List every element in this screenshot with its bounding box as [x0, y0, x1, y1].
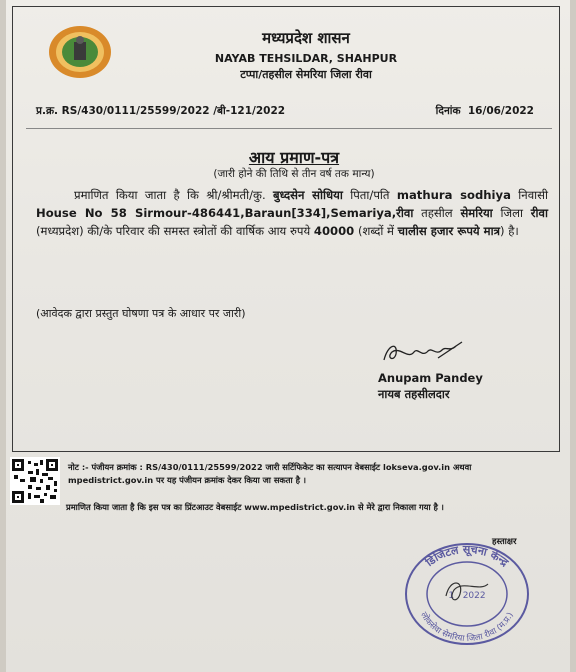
certificate-title: आय प्रमाण-पत्र	[248, 148, 340, 167]
office-name: NAYAB TEHSILDAR, SHAHPUR	[214, 52, 398, 65]
reference-number: प्र.क्र. RS/430/0111/25599/2022 /बी-121/2022	[36, 105, 286, 117]
district-name: रीवा	[530, 206, 548, 220]
signatory-designation: नायब तहसीलदार	[378, 387, 450, 401]
applicant-address: House No 58 Sirmour-486441,Baraun[334],Semariya,रीवा	[36, 206, 414, 220]
date-label: दिनांक	[435, 105, 461, 117]
mp-govt-emblem-icon	[46, 24, 114, 80]
body-text: तहसील	[421, 206, 453, 220]
issue-basis-note: (आवेदक द्वारा प्रस्तुत घोषणा पत्र के आधार पर जारी)	[36, 307, 246, 320]
signatory-block	[378, 370, 483, 402]
validity-note: (जारी होने की तिथि से तीन वर्ष तक मान्य)	[213, 168, 375, 180]
certificate-paper	[6, 0, 570, 672]
income-in-words: चालीस हजार रूपये मात्र	[397, 224, 501, 238]
govt-name: मध्यप्रदेश शासन	[262, 29, 350, 47]
certificate-body	[36, 186, 548, 240]
signatory-name: Anupam Pandey	[378, 371, 483, 385]
body-text: (शब्दों में	[357, 224, 394, 238]
svg-text:डिजिटल सूचना केन्द्र	[422, 543, 512, 570]
stamp-date: 1 . 2022	[448, 591, 486, 601]
official-seal-stamp	[402, 540, 532, 646]
date-value: 16/06/2022	[467, 105, 534, 117]
body-text: पिता/पति	[350, 188, 390, 202]
body-text: निवासी	[518, 188, 549, 202]
tehsil-name: सेमरिया	[460, 206, 493, 220]
body-text: (मध्यप्रदेश) की/के परिवार की समस्त स्त्रोतों की वार्षिक आय रुपये	[36, 224, 311, 238]
letterhead	[156, 28, 456, 82]
body-text: ) है।	[500, 224, 519, 238]
issue-date	[436, 104, 534, 118]
body-text: जिला	[500, 206, 523, 220]
handwritten-signature	[378, 338, 468, 368]
office-location: टप्पा/तहसील सेमरिया जिला रीवा	[240, 68, 372, 81]
body-text: प्रमाणित किया जाता है कि श्री/श्रीमती/कु.	[74, 188, 266, 202]
applicant-name: बुध्दसेन सोधिया	[273, 188, 343, 202]
divider	[26, 128, 552, 129]
svg-text:लोकसेवा सेमरिया जिला रीवा (म.प	[418, 610, 516, 644]
stamp-bottom-text: लोकसेवा सेमरिया जिला रीवा (म.प्र.)	[418, 610, 516, 645]
verification-note: नोट :- पंजीयन क्रमांक : RS/430/0111/25599/2022 जारी सर्टिफिकेट का सत्यापन वेबसाईट lokseva.gov.in अथवा mpedistrict.gov.in पर यह पंजीयन क्रमांक देकर किया जा सकता है ।	[68, 462, 472, 485]
qr-code-icon	[10, 457, 60, 505]
father-name: mathura sodhiya	[396, 188, 511, 202]
stamp-top-text: डिजिटल सूचना केन्द्र	[423, 542, 511, 570]
signature-label: हस्ताक्षर	[492, 537, 517, 547]
printout-note: प्रमाणित किया जाता है कि इस पत्र का प्रिंटआउट वेबसाईट www.mpedistrict.gov.in से मेरे द्वारा निकाला गया है ।	[66, 502, 444, 512]
income-amount: 40000	[313, 224, 355, 238]
